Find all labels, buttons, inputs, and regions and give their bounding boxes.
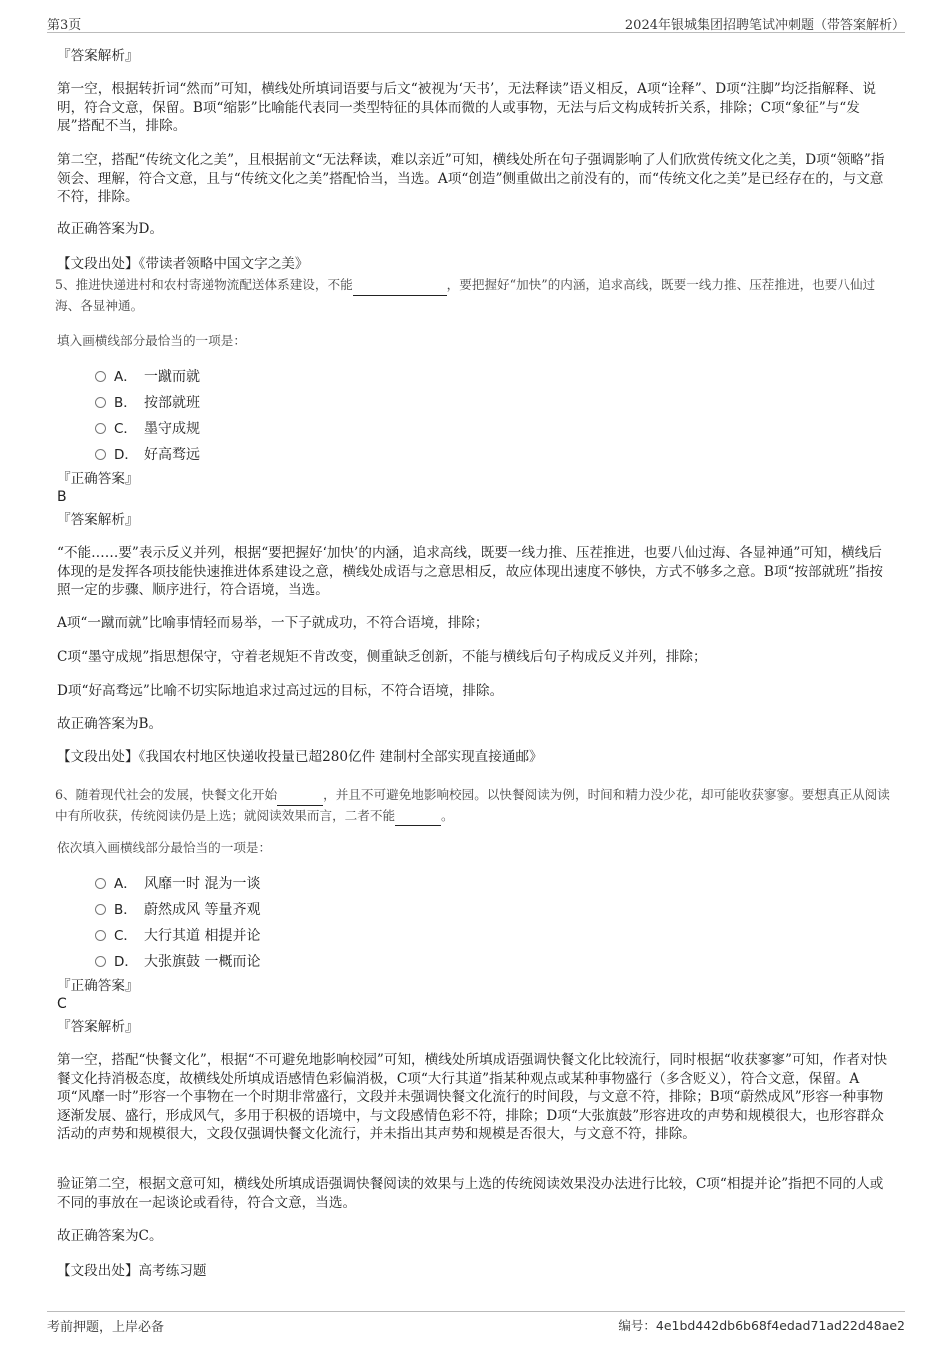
q5-source: 【文段出处】《我国农村地区快递收投量已超280亿件 建制村全部实现直接通邮》 [57, 749, 543, 765]
q5-stem [55, 275, 898, 315]
q5-conclusion: 故正确答案为B。 [57, 716, 163, 732]
q5-stem-before: 5、推进快递进村和农村寄递物流配送体系建设，不能 [55, 277, 353, 292]
q5-answer-label: 『正确答案』 [57, 471, 139, 487]
q5-analysis-a2: A项“一蹴而就”比喻事情轻而易举，一下子就成功，不符合语境，排除； [57, 615, 489, 631]
q5-analysis-a1: “不能……要”表示反义并列，根据“要把握好‘加快’的内涵，追求高线，既要一线力推、压茬推进，也要八仙过海、各显神通”可知，横线后体现的是发挥各项技能快速推进体系建设之意，横线处成语与之意思相反，故应体现出速度不够快，方式不够多之意。B项“按部就班”指按照一定的步骤、顺序进行，符合语境，当选。 [57, 545, 883, 598]
q4-source: 【文段出处】《带读者领略中国文字之美》 [57, 256, 309, 272]
q4-conclusion: 故正确答案为D。 [57, 221, 164, 237]
q5-analysis-label: 『答案解析』 [57, 512, 139, 528]
q6-answer-label: 『正确答案』 [57, 978, 139, 994]
q6-option-c[interactable]: C． 大行其道 相提并论 [95, 924, 260, 945]
radio-icon[interactable] [95, 930, 106, 941]
q6-analysis-label: 『答案解析』 [57, 1019, 139, 1035]
radio-icon[interactable] [95, 371, 106, 382]
page-number: 第3页 [47, 18, 82, 33]
q5-option-d[interactable]: D． 好高骛远 [95, 443, 200, 464]
page-footer [47, 1311, 905, 1335]
q6-blank-2 [395, 806, 441, 827]
q6-instruction: 依次填入画横线部分最恰当的一项是： [57, 840, 272, 855]
q5-option-c[interactable]: C． 墨守成规 [95, 417, 200, 438]
q6-option-a[interactable]: A． 风靡一时 混为一谈 [95, 872, 260, 893]
q6-conclusion: 故正确答案为C。 [57, 1228, 163, 1244]
q4-analysis-p1: 第一空，根据转折词“然而”可知，横线处所填词语要与后文“被视为‘天书’，无法释读”语义相反，A项“诠释”、D项“注脚”均泛指解释、说明，符合文意，保留。B项“缩影”比喻能代表同一类型特征的具体而微的人或事物，无法与后文构成转折关系，排除；C项“象征”与“发展”搭配不当，排除。 [57, 81, 877, 134]
q6-stem: 6、随着现代社会的发展，快餐文化开始 ，并且不可避免地影响校园。以快餐阅读为例，时间和精力没少花，却可能收获寥寥。要想真正从阅读中有所收获，传统阅读仍是上选；就阅读效果而言，二者不能 。 [55, 785, 898, 826]
q5-analysis-a4: D项“好高骛远”比喻不切实际地追求过高过远的目标，不符合语境，排除。 [57, 683, 504, 699]
q6-source: 【文段出处】高考练习题 [57, 1263, 207, 1279]
q6-blank-1 [277, 785, 323, 806]
q5-answer: B [57, 489, 67, 505]
q5-instruction: 填入画横线部分最恰当的一项是： [57, 333, 246, 348]
radio-icon[interactable] [95, 878, 106, 889]
q6-option-b[interactable]: B． 蔚然成风 等量齐观 [95, 898, 260, 919]
radio-icon[interactable] [95, 449, 106, 460]
q6-analysis-a2: 验证第二空，根据文意可知，横线处所填成语强调快餐阅读的效果与上选的传统阅读效果没办法进行比较，C项“相提并论”指把不同的人或不同的事放在一起谈论或看待，符合文意，当选。 [57, 1176, 884, 1211]
footer-code: 编号：4e1bd442db6b68f4edad71ad22d48ae2 [618, 1318, 905, 1333]
q5-analysis-a3: C项“墨守成规”指思想保守，守着老规矩不肯改变，侧重缺乏创新，不能与横线后句子构成反义并列，排除； [57, 649, 707, 665]
q6-option-d[interactable]: D． 大张旗鼓 一概而论 [95, 950, 260, 971]
q6-answer: C [57, 996, 67, 1012]
q6-analysis-a1: 第一空，搭配“快餐文化”，根据“不可避免地影响校园”可知，横线处所填成语强调快餐文化比较流行，同时根据“收获寥寥”可知，作者对快餐文化持消极态度，故横线处所填成语感情色彩偏消极，C项“大行其道”指某种观点或某种事物盛行（多含贬义），符合文意，保留。A项“风靡一时”形容一个事物在一个时期非常盛行，文段并未强调快餐文化流行的时间段，与文意不符，排除；B项“蔚然成风”形容一种事物逐渐发展、盛行，形成风气，多用于积极的语境中，与文段感情色彩不符，排除；D项“大张旗鼓”形容进攻的声势和规模很大，也形容群众活动的声势和规模很大，文段仅强调快餐文化流行，并未指出其声势和规模是否很大，与文意不符，排除。 [57, 1052, 888, 1142]
radio-icon[interactable] [95, 956, 106, 967]
q5-blank [353, 275, 447, 296]
radio-icon[interactable] [95, 904, 106, 915]
q4-analysis-p2: 第二空，搭配“传统文化之美”，且根据前文“无法释读，难以亲近”可知，横线处所在句子强调影响了人们欣赏传统文化之美，D项“领略”指领会、理解，符合文意，且与“传统文化之美”搭配恰当，当选。A项“创造”侧重做出之前没有的，而“传统文化之美”是已经存在的，与文意不符，排除。 [57, 152, 885, 205]
radio-icon[interactable] [95, 423, 106, 434]
page-header [47, 10, 905, 33]
q5-option-b[interactable]: B． 按部就班 [95, 391, 200, 412]
footer-motto: 考前押题，上岸必备 [47, 1320, 165, 1335]
q5-option-a[interactable]: A． 一蹴而就 [95, 365, 200, 386]
radio-icon[interactable] [95, 397, 106, 408]
q5-stem-after: ，要把握好“加快”的内涵，追求高线，既要一线力推、压茬推进，也要八仙过海、各显神通。 [55, 277, 876, 313]
document-title: 2024年银城集团招聘笔试冲刺题（带答案解析） [624, 18, 905, 33]
q4-analysis-label: 『答案解析』 [57, 48, 139, 64]
